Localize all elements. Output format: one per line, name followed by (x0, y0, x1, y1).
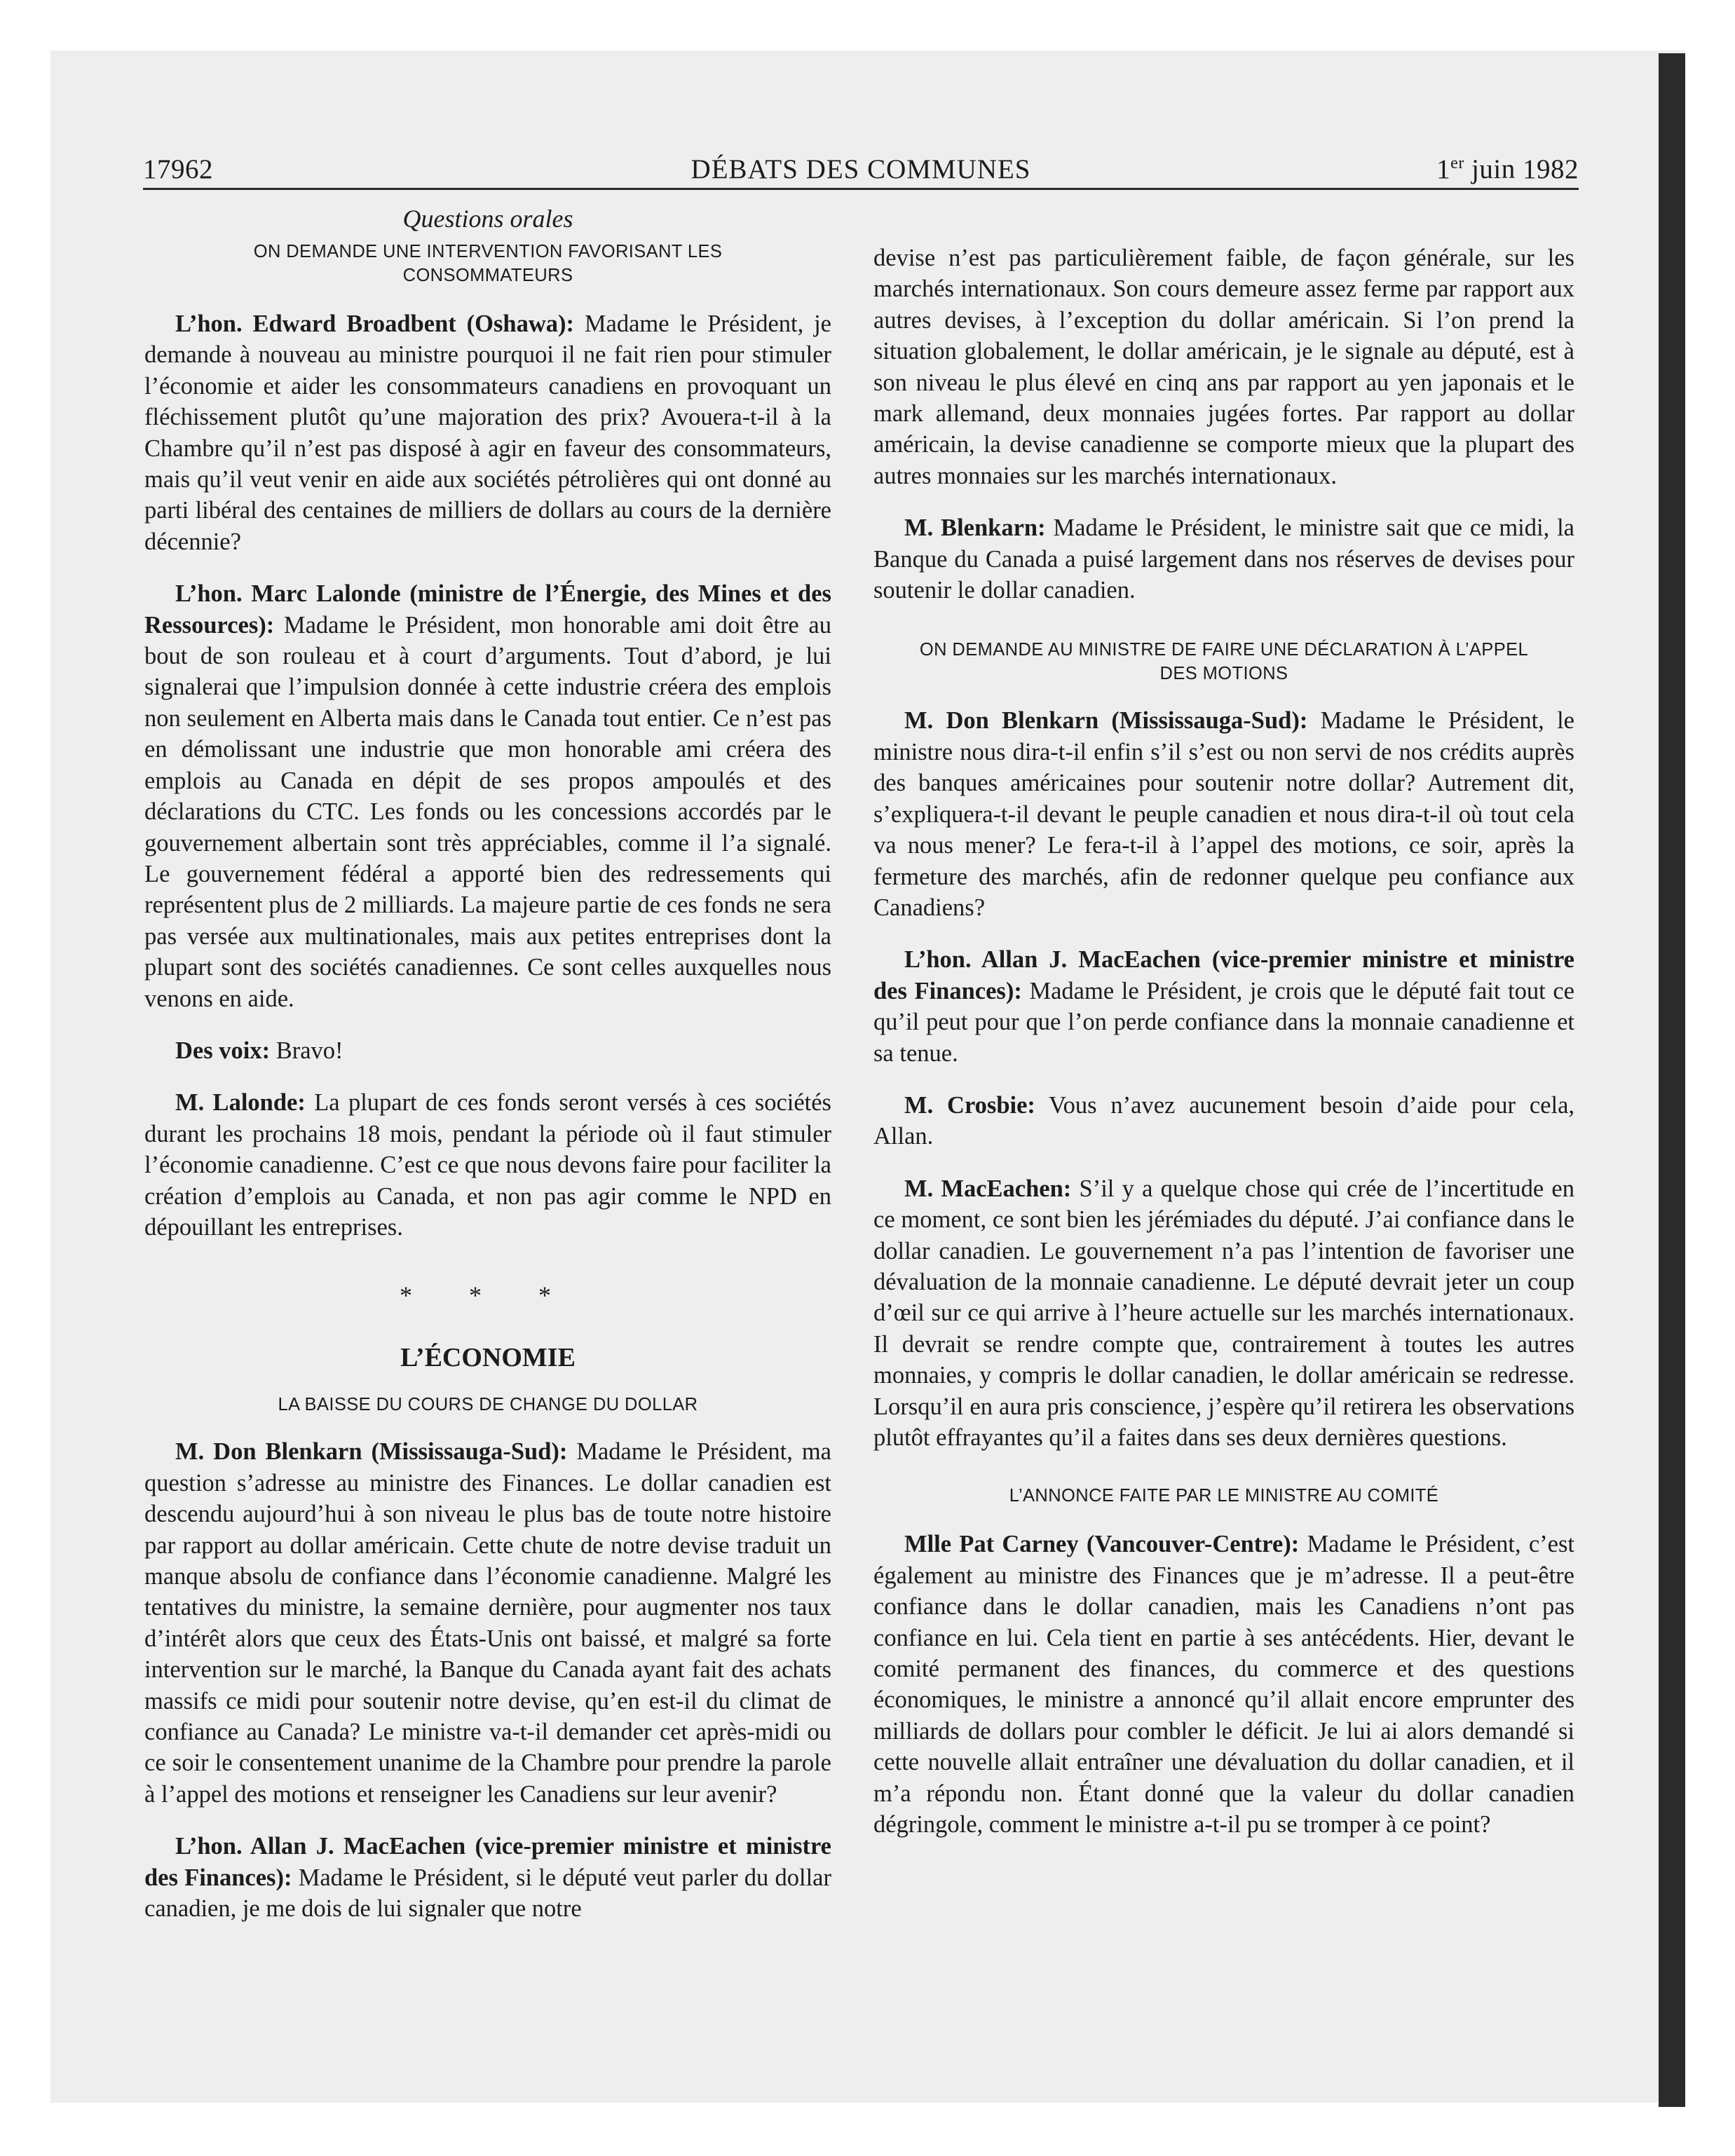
page-number: 17962 (143, 154, 213, 184)
section-title: Questions orales (402, 205, 573, 233)
paragraph: M. Don Blenkarn (Mississauga-Sud): Madame le Président, ma question s’adresse au ministre des Finances. Le dollar canadien est descendu aujourd’hui à son niveau le plus bas de toute notre histoire par rapport au dollar américain. Cette chute de notre devise traduit un manque absolu de confiance dans l’économie canadienne. Malgré les tentatives du ministre, la semaine dernière, pour augmenter nos taux d’intérêt alors que ceux des États-Unis ont baissé, et malgré sa forte intervention sur le marché, la Banque du Canada ayant fait des achats massifs ce midi pour soutenir notre devise, qu’en est-il du climat de confiance au Canada? Le ministre va-t-il demander cet après-midi ou ce soir le consentement unanime de la Chambre pour prendre la parole à l’appel des motions et renseigner les Canadiens sur leur avenir? (144, 1438, 831, 1808)
speaker: M. Don Blenkarn (Mississauga-Sud): (904, 707, 1308, 735)
subheading: LA BAISSE DU COURS DE CHANGE DU DOLLAR (278, 1395, 698, 1415)
page-header (143, 144, 1579, 190)
paragraph: M. Crosbie: Vous n’avez aucunement besoin d’aide pour cela, Allan. (873, 1091, 1575, 1150)
speaker: L’hon. Allan J. MacEachen (vice-premier ministre et ministre des Finances): (873, 946, 1574, 1004)
binding-edge (1659, 53, 1685, 2107)
section-heading: L’ÉCONOMIE (400, 1343, 576, 1373)
subheading: ON DEMANDE UNE INTERVENTION FAVORISANT LES CONSOMMATEURS (253, 242, 723, 285)
paragraph: M. Don Blenkarn (Mississauga-Sud): Madame le Président, le ministre nous dira-t-il enfin s’il s’est ou non servi de nos crédits auprès des banques américaines pour soutenir notre dollar? Autrement dit, s’expliquera-t-il devant le peuple canadien et nous dira-t-il où tout cela va nous mener? Le fera-t-il à l’appel des motions, ce soir, après la fermeture des marchés, afin de redonner quelque peu confiance aux Canadiens? (873, 707, 1574, 921)
publication-title: DÉBATS DES COMMUNES (690, 154, 1031, 184)
left-column (144, 199, 831, 1924)
speaker: L’hon. Allan J. MacEachen (vice-premier ministre et ministre des Finances): (144, 1833, 831, 1891)
paragraph: L’hon. Edward Broadbent (Oshawa): Madame le Président, je demande à nouveau au ministre pourquoi il ne fait rien pour stimuler l’économie et aider les consommateurs canadiens en provoquant un fléchissement plutôt qu’une majoration des prix? Avouera-t-il à la Chambre qu’il n’est pas disposé à agir en faveur des consommateurs, mais qu’il veut venir en aide aux sociétés pétrolières qui ont donné au parti libéral des centaines de milliers de dollars au cours de la dernière décennie? (144, 311, 831, 555)
paragraph: L’hon. Allan J. MacEachen (vice-premier ministre et ministre des Finances): Madame le Président, si le député veut parler du dollar canadien, je me dois de lui signaler que notre (144, 1833, 831, 1923)
speaker: Mlle Pat Carney (Vancouver-Centre): (904, 1531, 1300, 1558)
subheading: L’ANNONCE FAITE PAR LE MINISTRE AU COMITÉ (1009, 1486, 1439, 1506)
right-column (873, 243, 1574, 1840)
speaker: M. Lalonde: (175, 1089, 306, 1117)
speaker: L’hon. Marc Lalonde (ministre de l’Énergie, des Mines et des Ressources): (144, 580, 831, 639)
speaker: L’hon. Edward Broadbent (Oshawa): (175, 311, 574, 337)
speaker: Des voix: (175, 1037, 271, 1064)
section-separator: * * * (400, 1281, 576, 1310)
paragraph: Mlle Pat Carney (Vancouver-Centre): Madame le Président, c’est également au ministre des Finances que je m’adresse. Il a peut-être confiance dans le dollar canadien, mais les Canadiens n’ont pas confiance en lui. Cela tient en partie à ses antécédents. Hier, devant le comité permanent des finances, du commerce et des questions économiques, le ministre a annoncé qu’il allait encore emprunter des milliards de dollars pour combler le déficit. Je lui ai alors demandé si cette nouvelle allait entraîner une dévaluation du dollar canadien, et il m’a répondu non. Étant donné que la valeur du dollar canadien dégringole, comment le ministre a-t-il pu se tromper à ce point? (873, 1531, 1574, 1838)
paragraph: M. Blenkarn: Madame le Président, le ministre sait que ce midi, la Banque du Canada a puisé largement dans nos réserves de devises pour soutenir le dollar canadien. (873, 514, 1574, 604)
paragraph: L’hon. Marc Lalonde (ministre de l’Énergie, des Mines et des Ressources): Madame le Président, mon honorable ami doit être au bout de son rouleau et à court d’arguments. Tout d’abord, je lui signalerai que l’impulsion donnée à cette industrie créera des emplois non seulement en Alberta mais dans le Canada tout entier. Ce n’est pas en démolissant une industrie que mon honorable ami créera des emplois au Canada en dépit de ses propos ampoulés et des déclarations du CTC. Les fonds ou les concessions accordés par le gouvernement albertain sont très appréciables, comme il l’a signalé. Le gouvernement fédéral a apporté bien des redressements qui représentent plus de 2 milliards. La majeure partie de ces fonds ne sera pas versée aux multinationales, mais aux petites entreprises dont la plupart sont des sociétés canadiennes. Ce sont celles auxquelles nous venons en aide. (144, 580, 831, 1012)
subheading: ON DEMANDE AU MINISTRE DE FAIRE UNE DÉCLARATION À L’APPEL DES MOTIONS (919, 640, 1529, 684)
speaker: M. MacEachen: (904, 1175, 1072, 1202)
speaker: M. Blenkarn: (904, 514, 1046, 542)
paragraph: devise n’est pas particulièrement faible, de façon générale, sur les marchés internationaux. Son cours demeure assez ferme par rapport aux autres devises, à l’exception du dollar américain. Si l’on prend la situation globalement, le dollar américain, je le signale au député, est à son niveau le plus élevé en cinq ans par rapport au yen japonais et le mark allemand, deux monnaies jugées fortes. Par rapport au dollar américain, la devise canadienne se comporte mieux que la plupart des autres monnaies sur les marchés internationaux. (873, 245, 1574, 489)
speaker: M. Crosbie: (904, 1091, 1035, 1119)
paragraph: M. MacEachen: S’il y a quelque chose qui crée de l’incertitude en ce moment, ce sont bien les jérémiades du député. J’ai confiance dans le dollar canadien. Le gouvernement n’a pas l’intention de favoriser une dévaluation de la monnaie canadienne. Le député devrait jeter un coup d’œil sur ce qui arrive à l’heure actuelle sur les marchés internationaux. Il devrait se rendre compte que, contrairement à toutes les autres monnaies, y compris le dollar canadien, le dollar américain se redresse. Lorsqu’il en aura pris conscience, j’espère qu’il retirera les observations plutôt effrayantes qu’il a faites dans ses deux dernières questions. (873, 1175, 1574, 1451)
page-date: 1er juin 1982 (1436, 154, 1579, 184)
paragraph: L’hon. Allan J. MacEachen (vice-premier ministre et ministre des Finances): Madame le Président, je crois que le député fait tout ce qu’il peut pour que l’on perde confiance dans la monnaie canadienne et sa tenue. (873, 946, 1574, 1067)
speaker: M. Don Blenkarn (Mississauga-Sud): (175, 1438, 568, 1466)
paragraph: M. Lalonde: La plupart de ces fonds seront versés à ces sociétés durant les prochains 18 mois, pendant la période où il faut stimuler l’économie canadienne. C’est ce que nous devons faire pour faciliter la création d’emplois au Canada, et non pas agir comme le NPD en dépouillant les entreprises. (144, 1089, 831, 1241)
paragraph: Des voix: Bravo! (175, 1037, 343, 1064)
